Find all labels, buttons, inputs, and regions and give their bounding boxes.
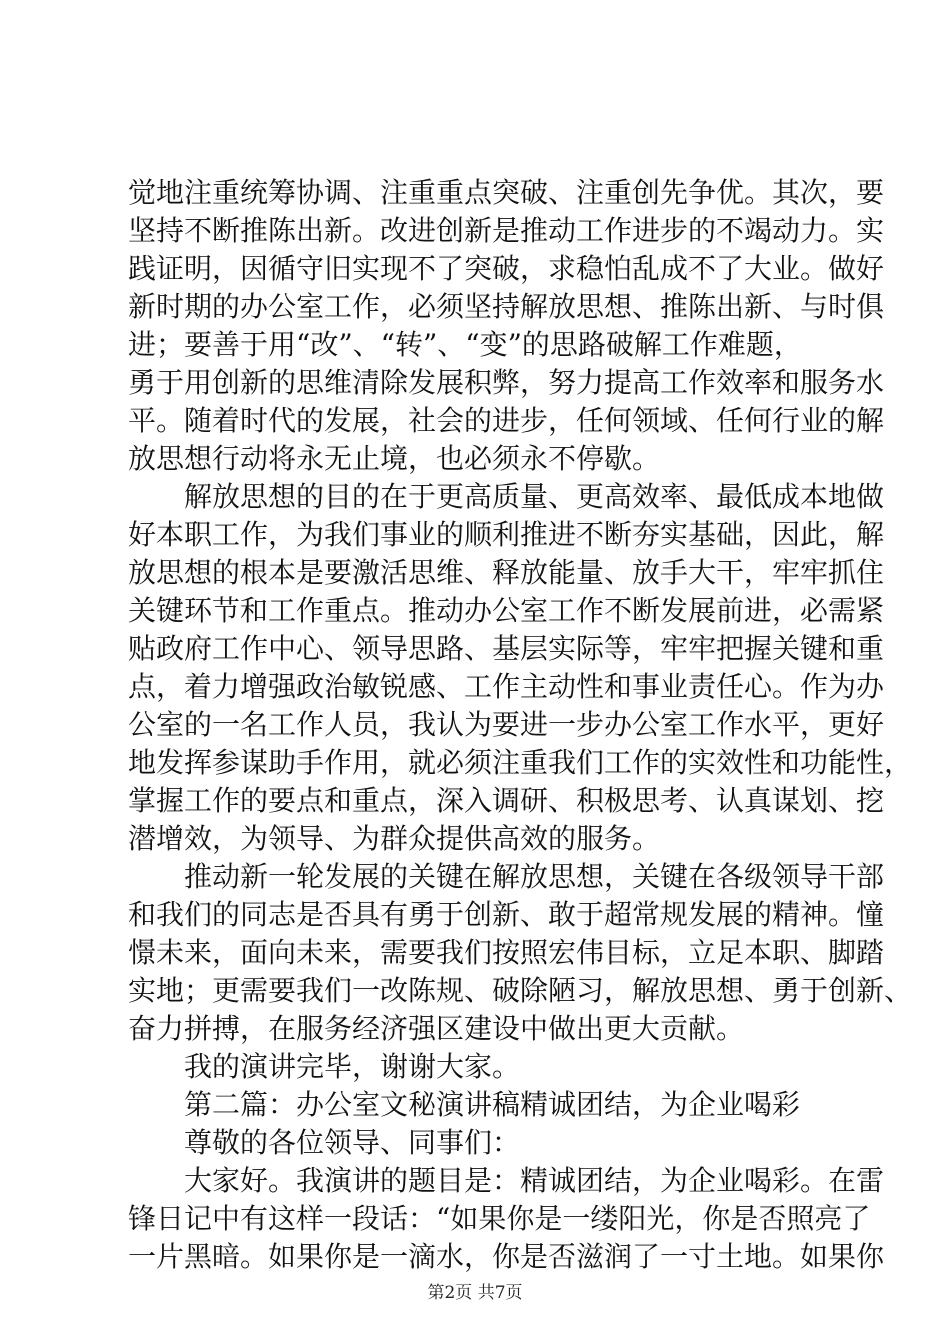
closing-line: 我的演讲完毕，谢谢大家。 [184, 1050, 521, 1083]
text-line: 实地；更需要我们一改陈规、破除陋习，解放思想、勇于创新、 [128, 974, 913, 1007]
salutation: 尊敬的各位领导、同事们： [184, 1126, 521, 1159]
text-line: 放思想的根本是要激活思维、释放能量、放手大干，牢牢抓住 [128, 556, 885, 589]
text-line: 推动新一轮发展的关键在解放思想，关键在各级领导干部 [184, 860, 885, 893]
text-line: 大家好。我演讲的题目是：精诚团结，为企业喝彩。在雷 [184, 1164, 885, 1197]
text-line: 公室的一名工作人员，我认为要进一步办公室工作水平，更好 [128, 708, 885, 741]
text-line: 关键环节和工作重点。推动办公室工作不断发展前进，必需紧 [128, 594, 885, 627]
text-line: 点，着力增强政治敏锐感、工作主动性和事业责任心。作为办 [128, 670, 885, 703]
section-heading: 第二篇：办公室文秘演讲稿精诚团结，为企业喝彩 [184, 1088, 801, 1121]
text-line: 锋日记中有这样一段话：“如果你是一缕阳光，你是否照亮了 [128, 1202, 871, 1235]
text-line: 地发挥参谋助手作用，就必须注重我们工作的实效性和功能性， [128, 746, 913, 779]
page-number-footer: 第2页 共7页 [427, 1283, 523, 1303]
text-line: 潜增效，为领导、为群众提供高效的服务。 [128, 822, 661, 855]
text-line: 进；要善于用“改”、“转”、“变”的思路破解工作难题， [128, 328, 802, 361]
text-line: 憬未来，面向未来，需要我们按照宏伟目标，立足本职、脚踏 [128, 936, 885, 969]
text-line: 新时期的办公室工作，必须坚持解放思想、推陈出新、与时俱 [128, 290, 885, 323]
text-line: 掌握工作的要点和重点，深入调研、积极思考、认真谋划、挖 [128, 784, 885, 817]
text-line: 坚持不断推陈出新。改进创新是推动工作进步的不竭动力。实 [128, 214, 885, 247]
text-line: 放思想行动将永无止境，也必须永不停歇。 [128, 442, 661, 475]
text-line: 贴政府工作中心、领导思路、基层实际等，牢牢把握关键和重 [128, 632, 885, 665]
text-line: 一片黑暗。如果你是一滴水，你是否滋润了一寸土地。如果你 [128, 1240, 885, 1273]
text-line: 践证明，因循守旧实现不了突破，求稳怕乱成不了大业。做好 [128, 252, 885, 285]
text-line: 勇于用创新的思维清除发展积弊，努力提高工作效率和服务水 [128, 366, 885, 399]
text-line: 觉地注重统筹协调、注重重点突破、注重创先争优。其次，要 [128, 176, 885, 209]
text-line: 平。随着时代的发展，社会的进步，任何领域、任何行业的解 [128, 404, 885, 437]
text-line: 和我们的同志是否具有勇于创新、敢于超常规发展的精神。憧 [128, 898, 885, 931]
text-line: 好本职工作，为我们事业的顺利推进不断夯实基础，因此，解 [128, 518, 885, 551]
text-line: 解放思想的目的在于更高质量、更高效率、最低成本地做 [184, 480, 885, 513]
text-line: 奋力拼搏，在服务经济强区建设中做出更大贡献。 [128, 1012, 745, 1045]
